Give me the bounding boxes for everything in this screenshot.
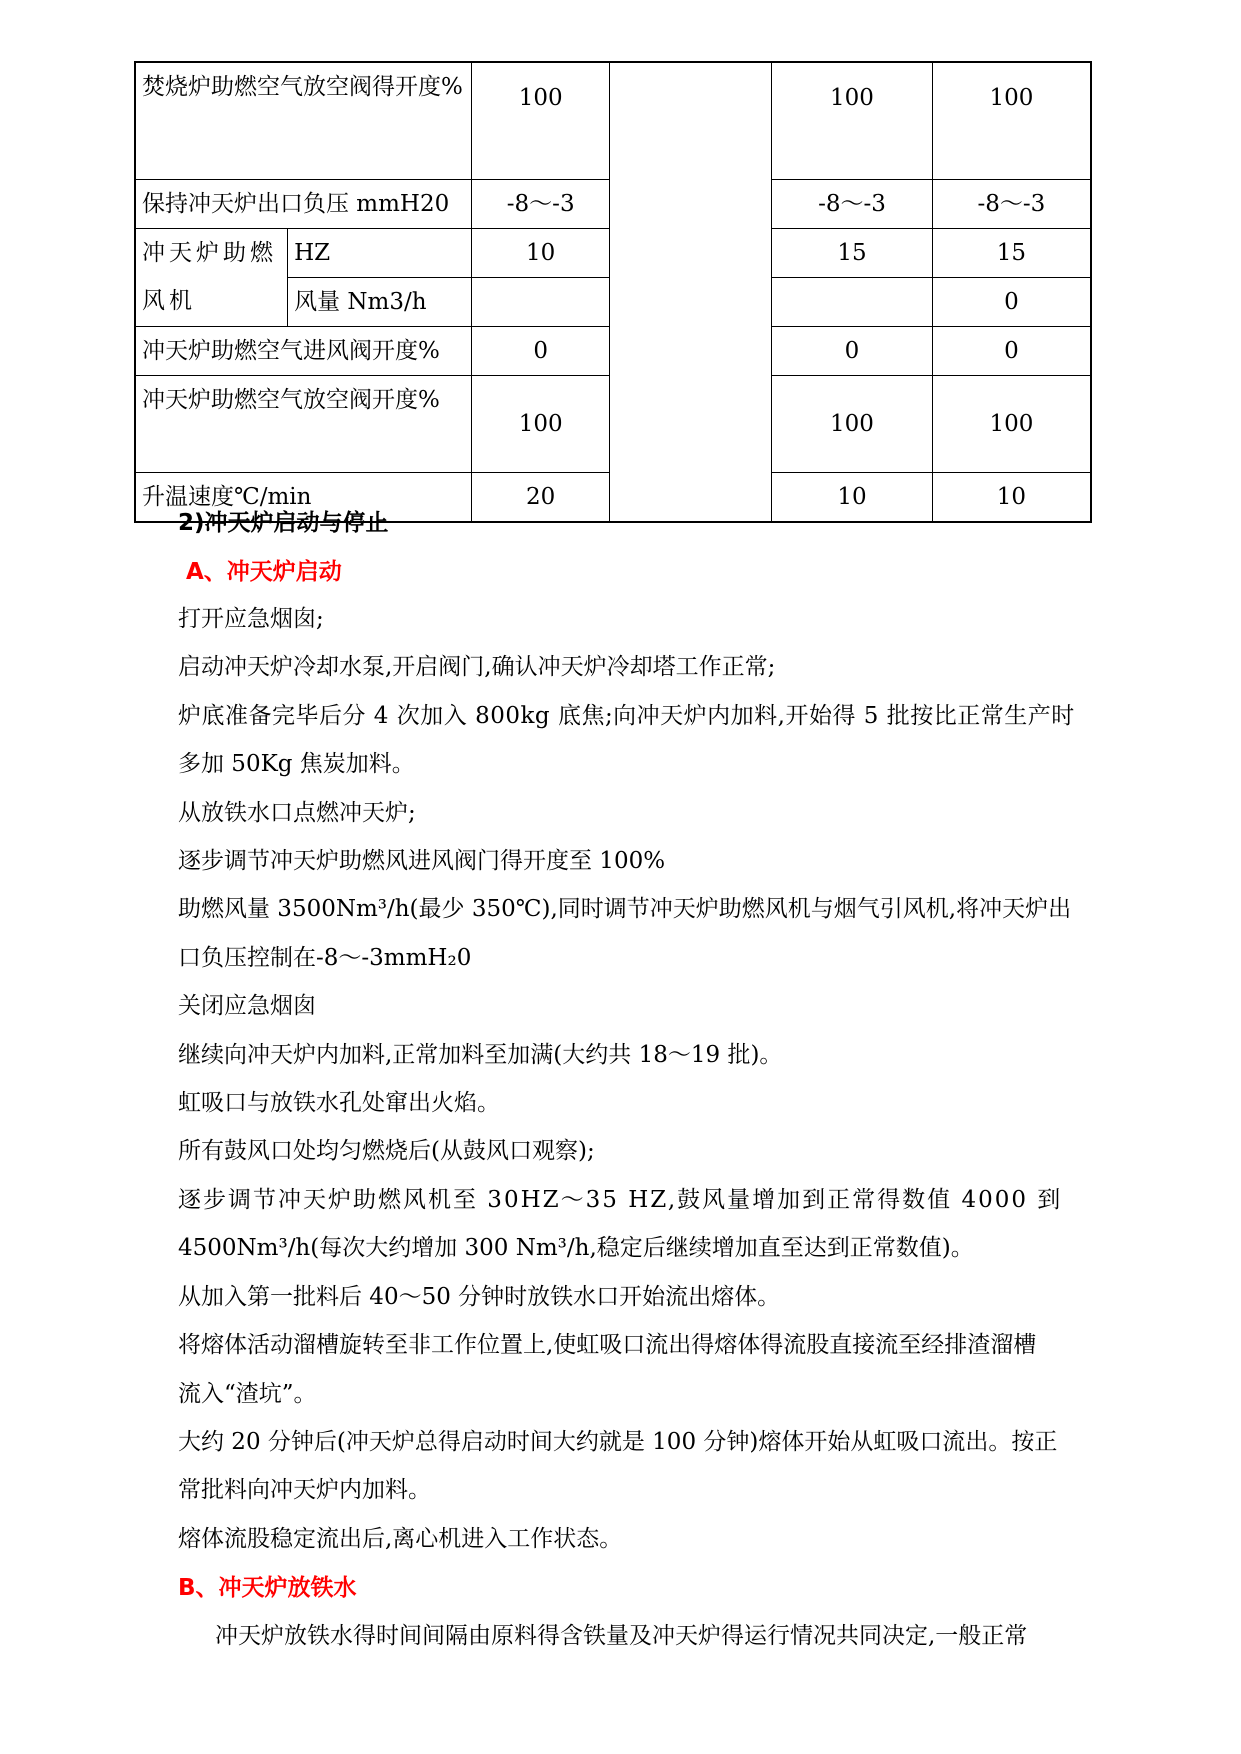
paragraph-line: 大约 20 分钟后(冲天炉总得启动时间大约就是 100 分钟)熔体开始从虹吸口流出。按正 [178,1429,1058,1455]
paragraph-line: 多加 50Kg 焦炭加料。 [178,751,415,777]
table-cell: 100 [772,62,933,180]
table-cell: 100 [471,376,610,473]
paragraph-line: 炉底准备完毕后分 4 次加入 800kg 底焦;向冲天炉内加料,开始得 5 批按比正常生产时 [178,703,1075,729]
table-cell: -8～-3 [932,180,1091,229]
paragraph-line: 从加入第一批料后 40～50 分钟时放铁水口开始流出熔体。 [178,1284,781,1310]
paragraph-line: 打开应急烟囱; [178,606,324,632]
table-cell: 0 [471,327,610,376]
table-cell: 100 [772,376,933,473]
table-row [135,62,1091,180]
table-cell: -8～-3 [772,180,933,229]
table-cell [772,278,933,327]
table-cell: 10 [772,473,933,523]
paragraph-line: 流入“渣坑”。 [178,1381,317,1407]
paragraph-line: 常批料向冲天炉内加料。 [178,1477,431,1503]
table-cell: 10 [932,473,1091,523]
subsection-title-b: B、冲天炉放铁水 [178,1575,357,1601]
table-cell [471,278,610,327]
parameter-table [134,61,1092,523]
table-cell: 0 [772,327,933,376]
paragraph-line: 熔体流股稳定流出后,离心机进入工作状态。 [178,1526,623,1552]
row-label: 升温速度℃/min [135,473,471,523]
paragraph-line: 关闭应急烟囱 [178,993,316,1019]
table-cell: 20 [471,473,610,523]
paragraph-line: 助燃风量 3500Nm³/h(最少 350℃),同时调节冲天炉助燃风机与烟气引风机,将冲天炉出 [178,896,1072,922]
paragraph-line: 将熔体活动溜槽旋转至非工作位置上,使虹吸口流出得熔体得流股直接流至经排渣溜槽 [178,1332,1037,1358]
sub-label: HZ [288,229,472,278]
table-cell: -8～-3 [471,180,610,229]
paragraph-line: 4500Nm³/h(每次大约增加 300 Nm³/h,稳定后继续增加直至达到正常数值)。 [178,1235,974,1261]
table-cell: 15 [932,229,1091,278]
paragraph-line: 从放铁水口点燃冲天炉; [178,800,416,826]
paragraph-line: 所有鼓风口处均匀燃烧后(从鼓风口观察); [178,1138,595,1164]
table-cell: 10 [471,229,610,278]
table-cell: 100 [471,62,610,180]
table-cell: 0 [932,327,1091,376]
paragraph-line: 继续向冲天炉内加料,正常加料至加满(大约共 18～19 批)。 [178,1042,783,1068]
blank-column-cell [610,62,772,522]
subsection-title-a: A、冲天炉启动 [186,559,342,585]
paragraph-line: 口负压控制在-8～-3mmH₂0 [178,945,472,971]
row-label: 保持冲天炉出口负压 mmH20 [135,180,471,229]
table-cell: 100 [932,376,1091,473]
paragraph-line: 冲天炉放铁水得时间间隔由原料得含铁量及冲天炉得运行情况共同决定,一般正常 [215,1623,1028,1649]
row-label: 冲天炉助燃空气进风阀开度% [135,327,471,376]
row-label: 冲天炉助燃风机 [135,229,288,327]
row-label: 焚烧炉助燃空气放空阀得开度% [135,62,471,180]
paragraph-line: 启动冲天炉冷却水泵,开启阀门,确认冲天炉冷却塔工作正常; [178,654,776,680]
paragraph-line: 逐步调节冲天炉助燃风机至 30HZ～35 HZ,鼓风量增加到正常得数值 4000 到 [178,1187,1063,1213]
table-cell: 15 [772,229,933,278]
table-cell: 0 [932,278,1091,327]
row-label: 冲天炉助燃空气放空阀开度% [135,376,471,473]
table-cell: 100 [932,62,1091,180]
paragraph-line: 逐步调节冲天炉助燃风进风阀门得开度至 100% [178,848,666,874]
section-title: 2)冲天炉启动与停止 [178,510,389,536]
paragraph-line: 虹吸口与放铁水孔处窜出火焰。 [178,1090,500,1116]
sub-label: 风量 Nm3/h [288,278,472,327]
